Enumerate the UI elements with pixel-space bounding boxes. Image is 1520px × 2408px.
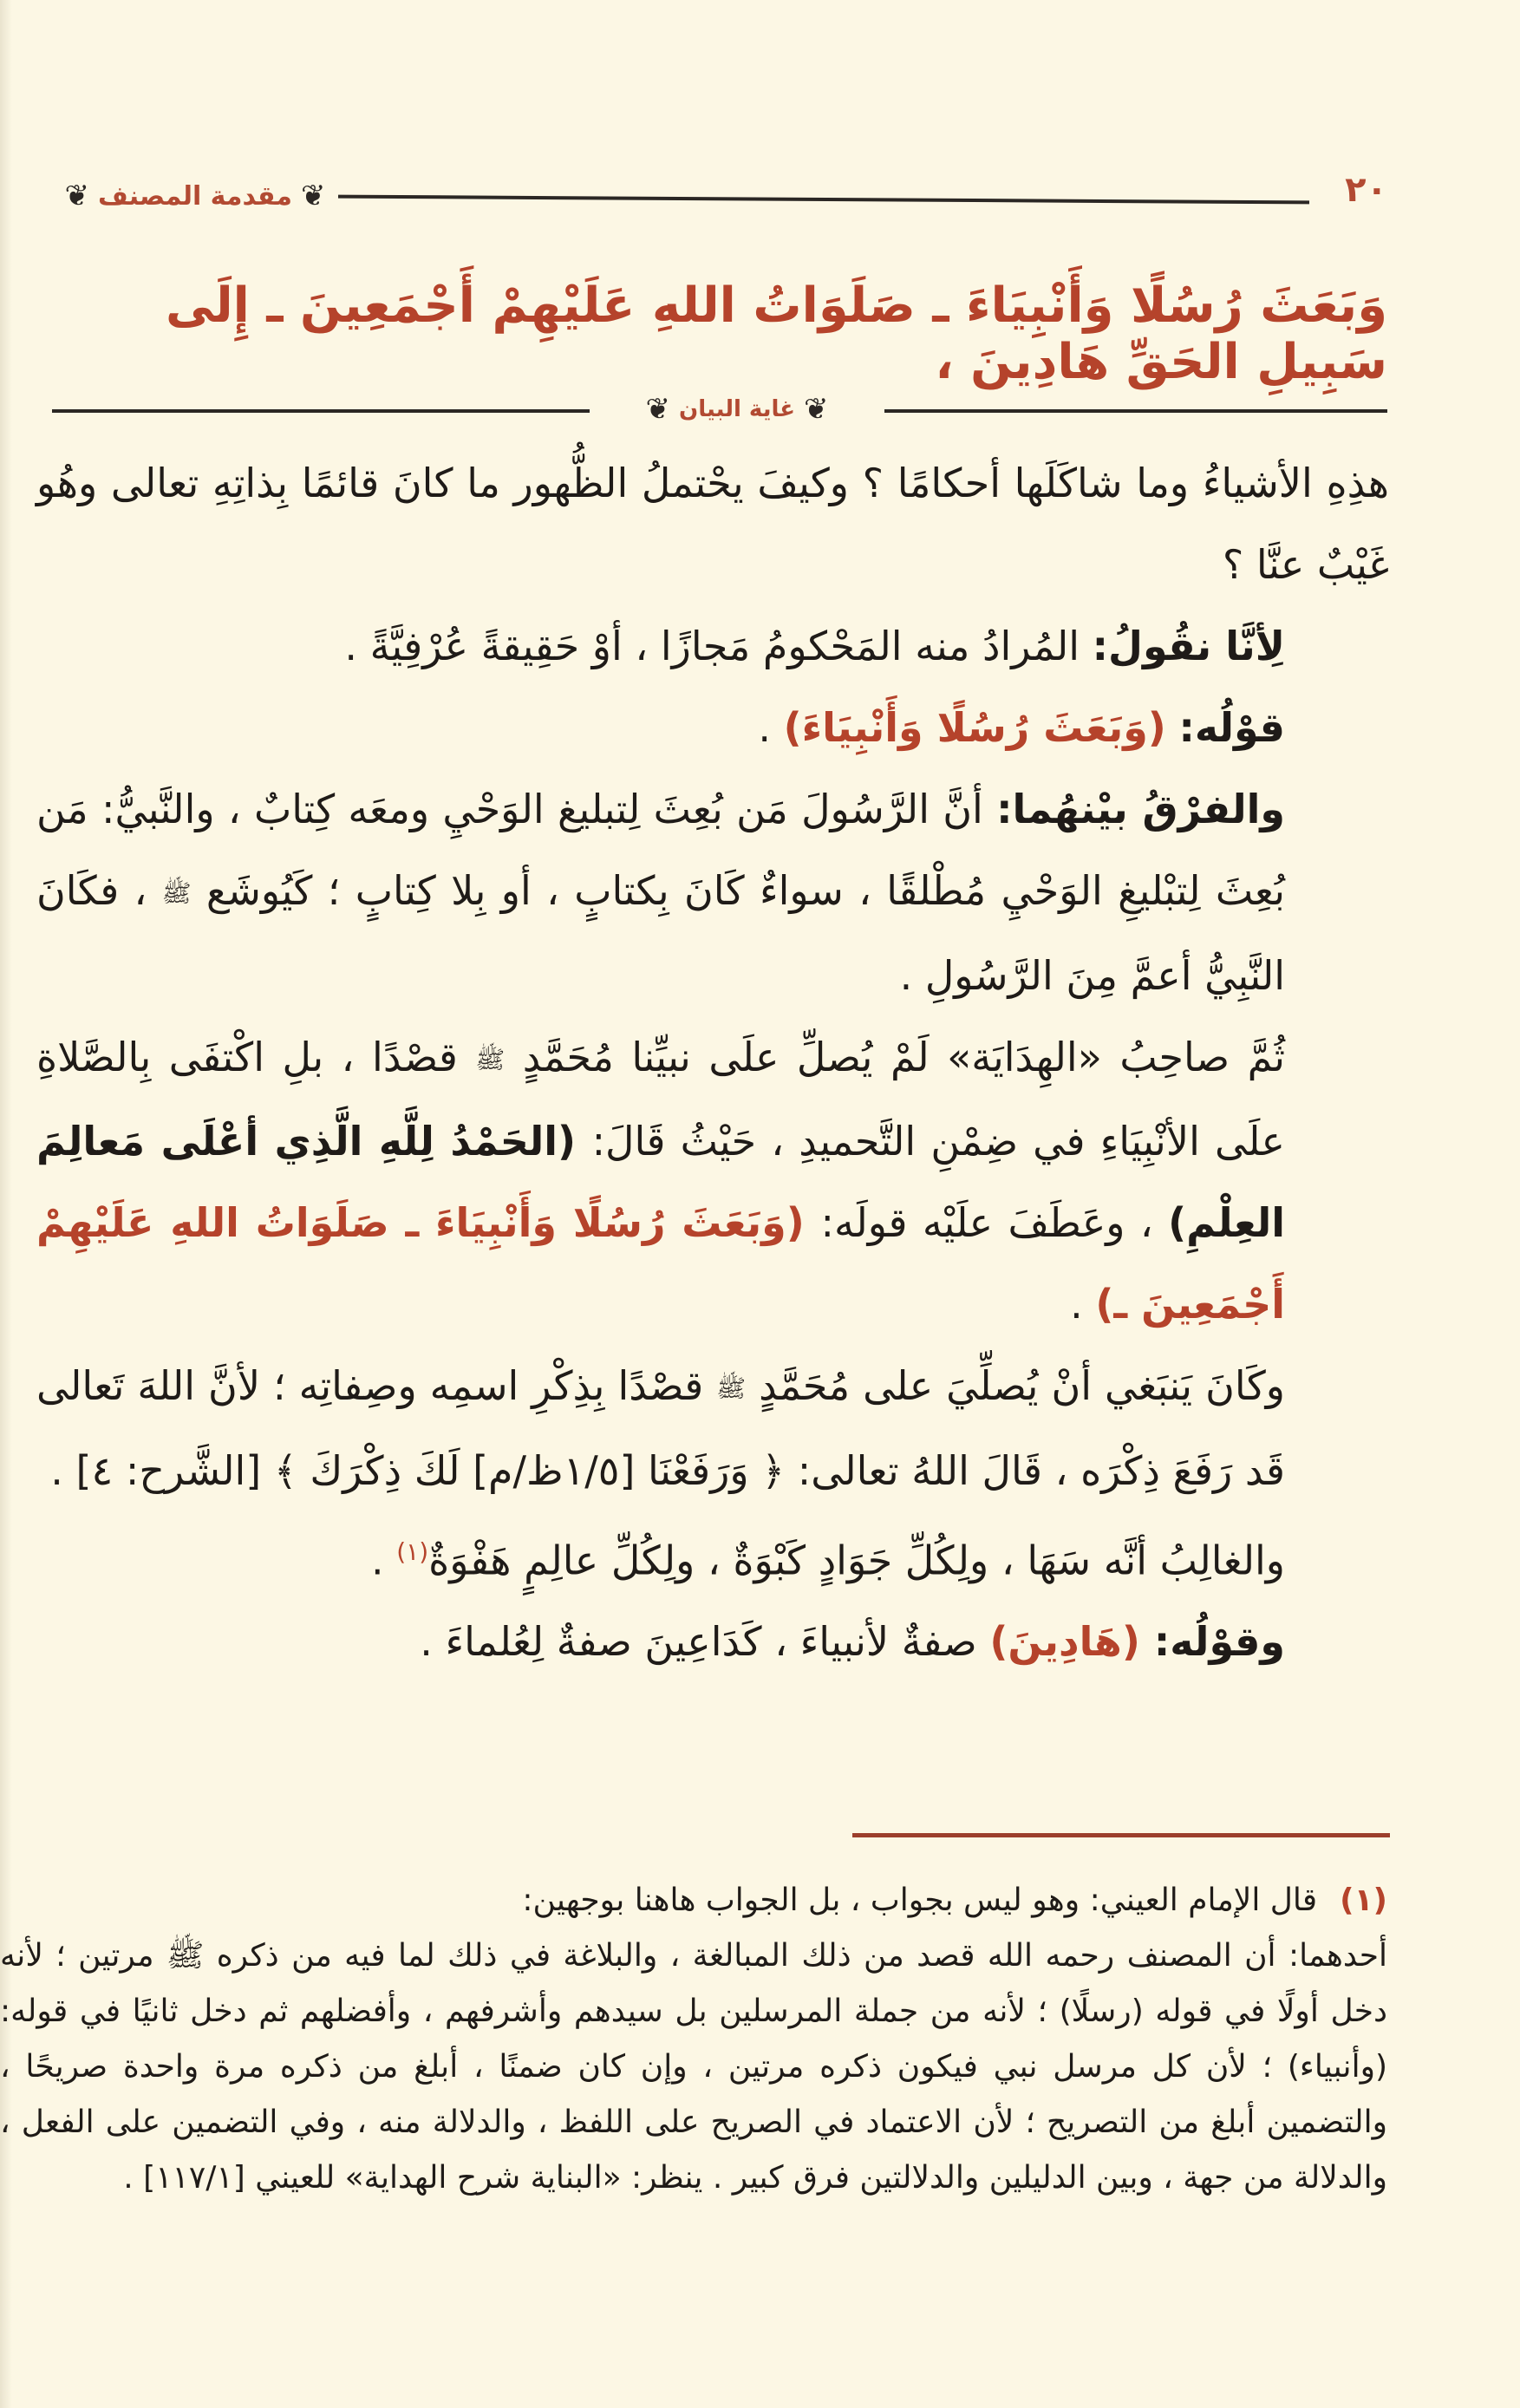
matn-quote: (وَبَعَثَ رُسُلًا وَأَنْبِيَاءَ) [783, 704, 1166, 751]
paragraph-text: والغالِبُ أنَّه سَهَا ، ولِكُلِّ جَوَادٍ كَبْوَةٌ ، ولِكُلِّ عالِمٍ هَفْوَةٌ [428, 1536, 1285, 1583]
ornament-icon: ❦ [64, 179, 90, 213]
honorific-icon: ﷺ [161, 878, 192, 908]
paragraph-text: . [758, 704, 784, 751]
paragraph-text: قصْدًا ، بلِ اكْتفَى بِالصَّلاةِ علَى الأنْبِيَاءِ في ضِمْنِ التَّحميدِ ، حَيْثُ قَالَ: [36, 1033, 1285, 1165]
paragraph: هذِهِ الأشياءُ وما شاكَلَها أحكامًا ؟ وكيفَ يحْتملُ الظُّهور ما كانَ قائمًا بِذاتِهِ تعالى وهُو غَيْبٌ عنَّا ؟ [36, 460, 1389, 588]
paragraph-text: . [1070, 1281, 1096, 1328]
matn-quote: (وَبَعَثَ رُسُلًا وَأَنْبِيَاءَ ـ صَلَوَاتُ اللهِ عَلَيْهِمْ أَجْمَعِينَ ـ) [36, 1199, 1285, 1328]
matn-text: وَبَعَثَ رُسُلًا وَأَنْبِيَاءَ ـ صَلَوَاتُ اللهِ عَلَيْهِمْ أَجْمَعِينَ ـ إِلَى سَبِيلِ الحَقِّ هَادِينَ ، [166, 277, 1387, 390]
paragraph-text: وكَانَ يَنبَغي أنْ يُصلِّيَ على مُحَمَّدٍ [759, 1362, 1285, 1409]
footnote-text: أحدهما: أن المصنف رحمه الله قصد من ذلك المبالغة ، والبلاغة في ذلك لما فيه من ذكره ﷺ مرتين ؛ لأنه دخل أولًا في قوله (رسلًا) ؛ لأنه من جملة المرسلين بل سيدهم وأشرفهم ، وأفضلهم ثم دخل ثانيًا في قوله: (وأنبياء) ؛ لأن كل مرسل نبي فيكون ذكره مرتين ، وإن كان ضمنًا ، أبلغ من ذكره مرة واحدة صريحًا ، والتضمين أبلغ من التصريح ؛ لأن الاعتماد في الصريح على اللفظ ، والدلالة منه ، وفي التضمين على الفعل ، والدلالة من جهة ، وبين الدليلين والدلالتين فرق كبير . ينظر: «البناية شرح الهداية» للعيني [١١٧/١] . [0, 1938, 1387, 2196]
paragraph-text: ، فكَانَ النَّبِيُّ أعمَّ مِنَ الرَّسُولِ . [36, 867, 1285, 999]
paragraph [36, 1345, 1389, 1511]
paragraph-lead: قوْلُه: [1178, 704, 1285, 751]
paragraph [36, 1016, 1389, 1346]
ornament-icon: ❦ [803, 392, 829, 427]
commentary-divider [52, 390, 1387, 425]
matn-quote: (هَادِينَ) [989, 1617, 1154, 1665]
paragraph-text: المُرادُ منه المَحْكومُ مَجازًا ، أوْ حَقِيقةً عُرْفِيَّةً . [344, 623, 1093, 669]
footnote-first-line: قال الإمام العيني: وهو ليس بجواب ، بل الجواب هاهنا بوجهين: [522, 1883, 1318, 1918]
footnotes [0, 1873, 1387, 2206]
running-header [52, 170, 1387, 222]
paragraph-text: أنَّ الرَّسُولَ مَن بُعِثَ لِتبليغ الوَحْيِ ومعَه كِتابٌ ، والنَّبيُّ: مَن بُعِثَ لِتبْليغِ الوَحْيِ مُطْلقًا ، سواءٌ كَانَ بِكتابٍ ، أو بِلا كِتابٍ ؛ كَيُوشَع [36, 786, 1285, 914]
page-number: ٢٠ [1345, 170, 1387, 210]
paragraph [36, 605, 1389, 687]
footnote-header [0, 1873, 1387, 1928]
paragraph [36, 768, 1389, 1016]
commentary-body [36, 442, 1389, 1682]
paragraph-lead: لِأنَّا نقُولُ: [1092, 623, 1285, 669]
paragraph-lead: وقوْلُه: [1153, 1617, 1285, 1665]
ornament-icon: ❦ [300, 179, 326, 213]
quote: (الحَمْدُ لِلَّهِ الَّذِي أعْلَى مَعالِمَ العِلْمِ) [36, 1118, 1285, 1246]
honorific-icon: ﷺ [716, 1374, 747, 1403]
section-title [52, 170, 338, 222]
paragraph-text: ثُمَّ صاحِبُ «الهِدَايَة» لَمْ يُصلِّ علَى نبيِّنا مُحَمَّدٍ [522, 1033, 1285, 1080]
section-title-label: مقدمة المصنف [98, 180, 292, 212]
paragraph-text: . [370, 1536, 397, 1583]
paragraph-lead: والفرْقُ بيْنهُما: [996, 786, 1285, 832]
paragraph [36, 1511, 1389, 1601]
ornament-icon: ❦ [645, 392, 671, 427]
paragraph [36, 1601, 1389, 1682]
honorific-icon: ﷺ [475, 1045, 506, 1073]
footnote-number: (١) [1340, 1883, 1387, 1918]
paragraph-text: صفةٌ لأنبياءَ ، كَدَاعِينَ صفةٌ لِعُلماءَ . [420, 1617, 990, 1665]
paragraph-text: ، وعَطَفَ علَيْه قولَه: [820, 1199, 1169, 1246]
header-rule [338, 195, 1309, 205]
paragraph [36, 687, 1389, 768]
commentary-title [590, 392, 884, 427]
paragraph-text: قصْدًا بِذِكْرِ اسمِه وصِفاتِه ؛ لأنَّ اللهَ تَعالى قَد رَفَعَ ذِكْرَه ، قَالَ اللهُ تعالى: ﴿ وَرَفَعْنَا [١/٥ظ/م] لَكَ ذِكْرَكَ ﴾ [الشَّرح: ٤] . [36, 1362, 1285, 1494]
footnote-separator [852, 1833, 1390, 1837]
footnote-reference[interactable]: (١) [396, 1537, 429, 1566]
commentary-title-label: غاية البيان [679, 396, 795, 422]
